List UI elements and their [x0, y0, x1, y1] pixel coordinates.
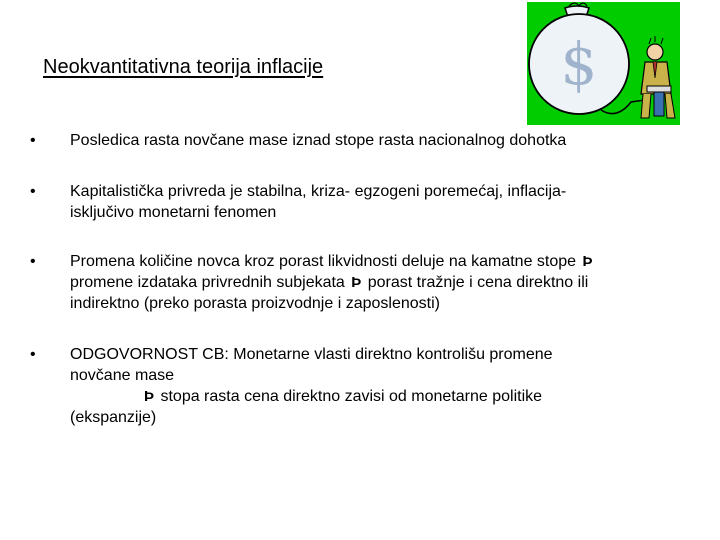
implies-arrow-icon: Þ [351, 274, 362, 291]
bullet-item-3 [30, 251, 680, 314]
bullet-text-line-1: Kapitalistička privreda je stabilna, kriza- egzogeni poremećaj, inflacija- [70, 183, 567, 200]
pump-handle [647, 86, 671, 92]
bullet-item-2 [30, 181, 680, 223]
bullet-item-4 [30, 344, 680, 428]
implies-arrow-icon: Þ [582, 253, 593, 270]
bullet-text: Posledica rasta novčane mase iznad stope rasta nacionalnog dohotka [70, 132, 567, 149]
implies-arrow-icon: Þ [144, 388, 155, 405]
bullet-text-part-3: porast tražnje i cena direktno ili [367, 274, 589, 291]
man-head [647, 44, 663, 60]
bullet-item-1 [30, 130, 680, 151]
bullet-text-line-2: isključivo monetarni fenomen [70, 204, 277, 221]
bullet-list [30, 130, 680, 456]
money-bag-dollar-man-icon [527, 2, 680, 125]
bullet-text-line-3: stopa rasta cena direktno zavisi od monetarne politike [160, 388, 543, 405]
bullet-text-part-1: Promena količine novca kroz porast likvidnosti deluje na kamatne stope [70, 253, 577, 270]
bullet-text-part-4: indirektno (preko porasta proizvodnje i zaposlenosti) [70, 295, 440, 312]
pump-body [654, 92, 664, 116]
bullet-text-part-2: promene izdataka privrednih subjekata [70, 274, 345, 291]
bullet-text-line-2: novčane mase [70, 367, 175, 384]
bullet-text-line-1: ODGOVORNOST CB: Monetarne vlasti direktno kontrolišu promene [70, 346, 553, 363]
slide-title: Neokvantitativna teorija inflacije [43, 56, 324, 78]
bullet-text-line-4: (ekspanzije) [70, 409, 157, 426]
dollar-sign-icon: $ [560, 30, 598, 98]
